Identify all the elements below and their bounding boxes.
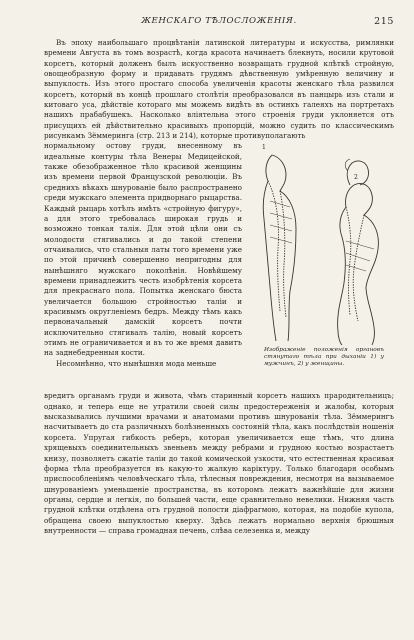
torso-illustration	[250, 141, 396, 347]
wrapped-paragraph: нормальному остову груди, внесенному въ идеальные контуры тѣла Венеры Медицейской, также обезображенное тѣло красивой женщины изъ времени первой Французской революціи. Въ среднихъ вѣкахъ шнурованіе было распространено среди мужскаго элемента придворнаго рыцарства. Каждый рыцарь хотѣлъ имѣть «стройную фигуру», а для этого требовалась широкая грудь и возможно тонкая талія. Для этой цѣли они съ молодости стягивались и до такой степени отчаивались, что стальныя латы того времени уже по этой причинѣ совершенно непригодны для нынѣшняго мужскаго поколѣнія. Новѣйшему времени принадлежитъ честь изобрѣтенія корсета для прекраснаго пола. Попытка женскаго бюста увеличается большою стройностью таліи и красивымъ округленіемъ бедръ. Между тѣмъ какъ первоначальный дамскій корсетъ почти исключительно стягивалъ талію, новый корсетъ этимъ не ограничивается и въ то же время давитъ на заднебедренныя кости.	[44, 141, 242, 358]
torso-figure	[250, 141, 396, 391]
continuation-first-line: Несомнѣнно, что нынѣшняя мода меньше	[56, 358, 217, 368]
figure-caption: Изображеніе положенія органовъ стянутаго тѣла при дыханіи 1) у мужчинъ, 2) у женщины.	[264, 347, 384, 368]
figure-label-1: 1	[262, 144, 266, 152]
continuation-paragraph: вредитъ органамъ груди и живота, чѣмъ старинный корсетъ нашихъ прародительницъ; однако, и теперь еще не утратили своей силы предостереженія и жалобы, которыя высказывались лучшими врачами и анатомами противъ шнурованія тѣла. Зёммерингъ насчитываетъ до ста различныхъ болѣзненныхъ состояній тѣла, какъ послѣдствія ношенія корсета. Упругая гибкость реберъ, которая увеличивается еще тѣмъ, что длина хрящевыхъ соединительныхъ звеньевъ между ребрами и грудною костью возрастаетъ книзу, позволяетъ сжатіе таліи до такой комической узкости, что естественная красивая форма тѣла преобразуется въ какую-то жалкую каріктуру. Только благодаря особымъ приспособленіямъ человѣческаго тѣла, тѣлесныя повреждения, несмотря на вызываемое шнурованіемъ уменьшеніе пространства, въ которомъ лежатъ важнѣйшіе для жизни органы, сердце и легкія, по большей части, еще сравнительно невелики. Нижняя часть грудной клѣтки отдѣлена отъ грудной полости діафрагмою, которая, на подобіе купола, обращена своею выпуклостью кверху. Здѣсь лежатъ нормально верхнія брюшныя внутренности — справа громадная печень, слѣва селезенка и, между	[44, 391, 394, 535]
page-body	[44, 38, 394, 536]
figure-wrap-section	[44, 141, 394, 391]
figure-label-2: 2	[354, 174, 358, 182]
running-header	[44, 16, 394, 30]
intro-paragraph: Въ эпоху наибольшаго процвѣтанія латинской литературы и искусства, римлянки времени Августа въ томъ возрастѣ, когда красота начинаетъ блекнуть, носили крутовой корсетъ, который долженъ былъ искусственно возвращать грудной клѣткѣ стройную, овощеобразную форму и придавать грудямъ дѣвственную умѣренную величину и выпуклость. Изъ этого простаго способа увеличенія красоты женскаго тѣла развился корсетъ, который въ концѣ прошлаго столѣтія преобразовался въ панцырь изъ стали и китоваго уса, дѣйствіе котораго мы можемъ видѣть въ остинхъ галеяхъ на портретахъ нашихъ прабабушекъ. Насколько вліятельна этого строенія груди уклоняется отъ присущихъ ей дѣйствительно красивыхъ пропорцій, можно судить по классическимъ рисункамъ Зёммеринга (стр. 213 и 214), которые противуполагають	[44, 38, 394, 141]
page-number: 215	[374, 16, 394, 27]
wrapped-text-column	[44, 141, 242, 391]
running-title: ЖЕНСКАГО ТѢЛОСЛОЖЕНІЯ.	[141, 16, 297, 26]
